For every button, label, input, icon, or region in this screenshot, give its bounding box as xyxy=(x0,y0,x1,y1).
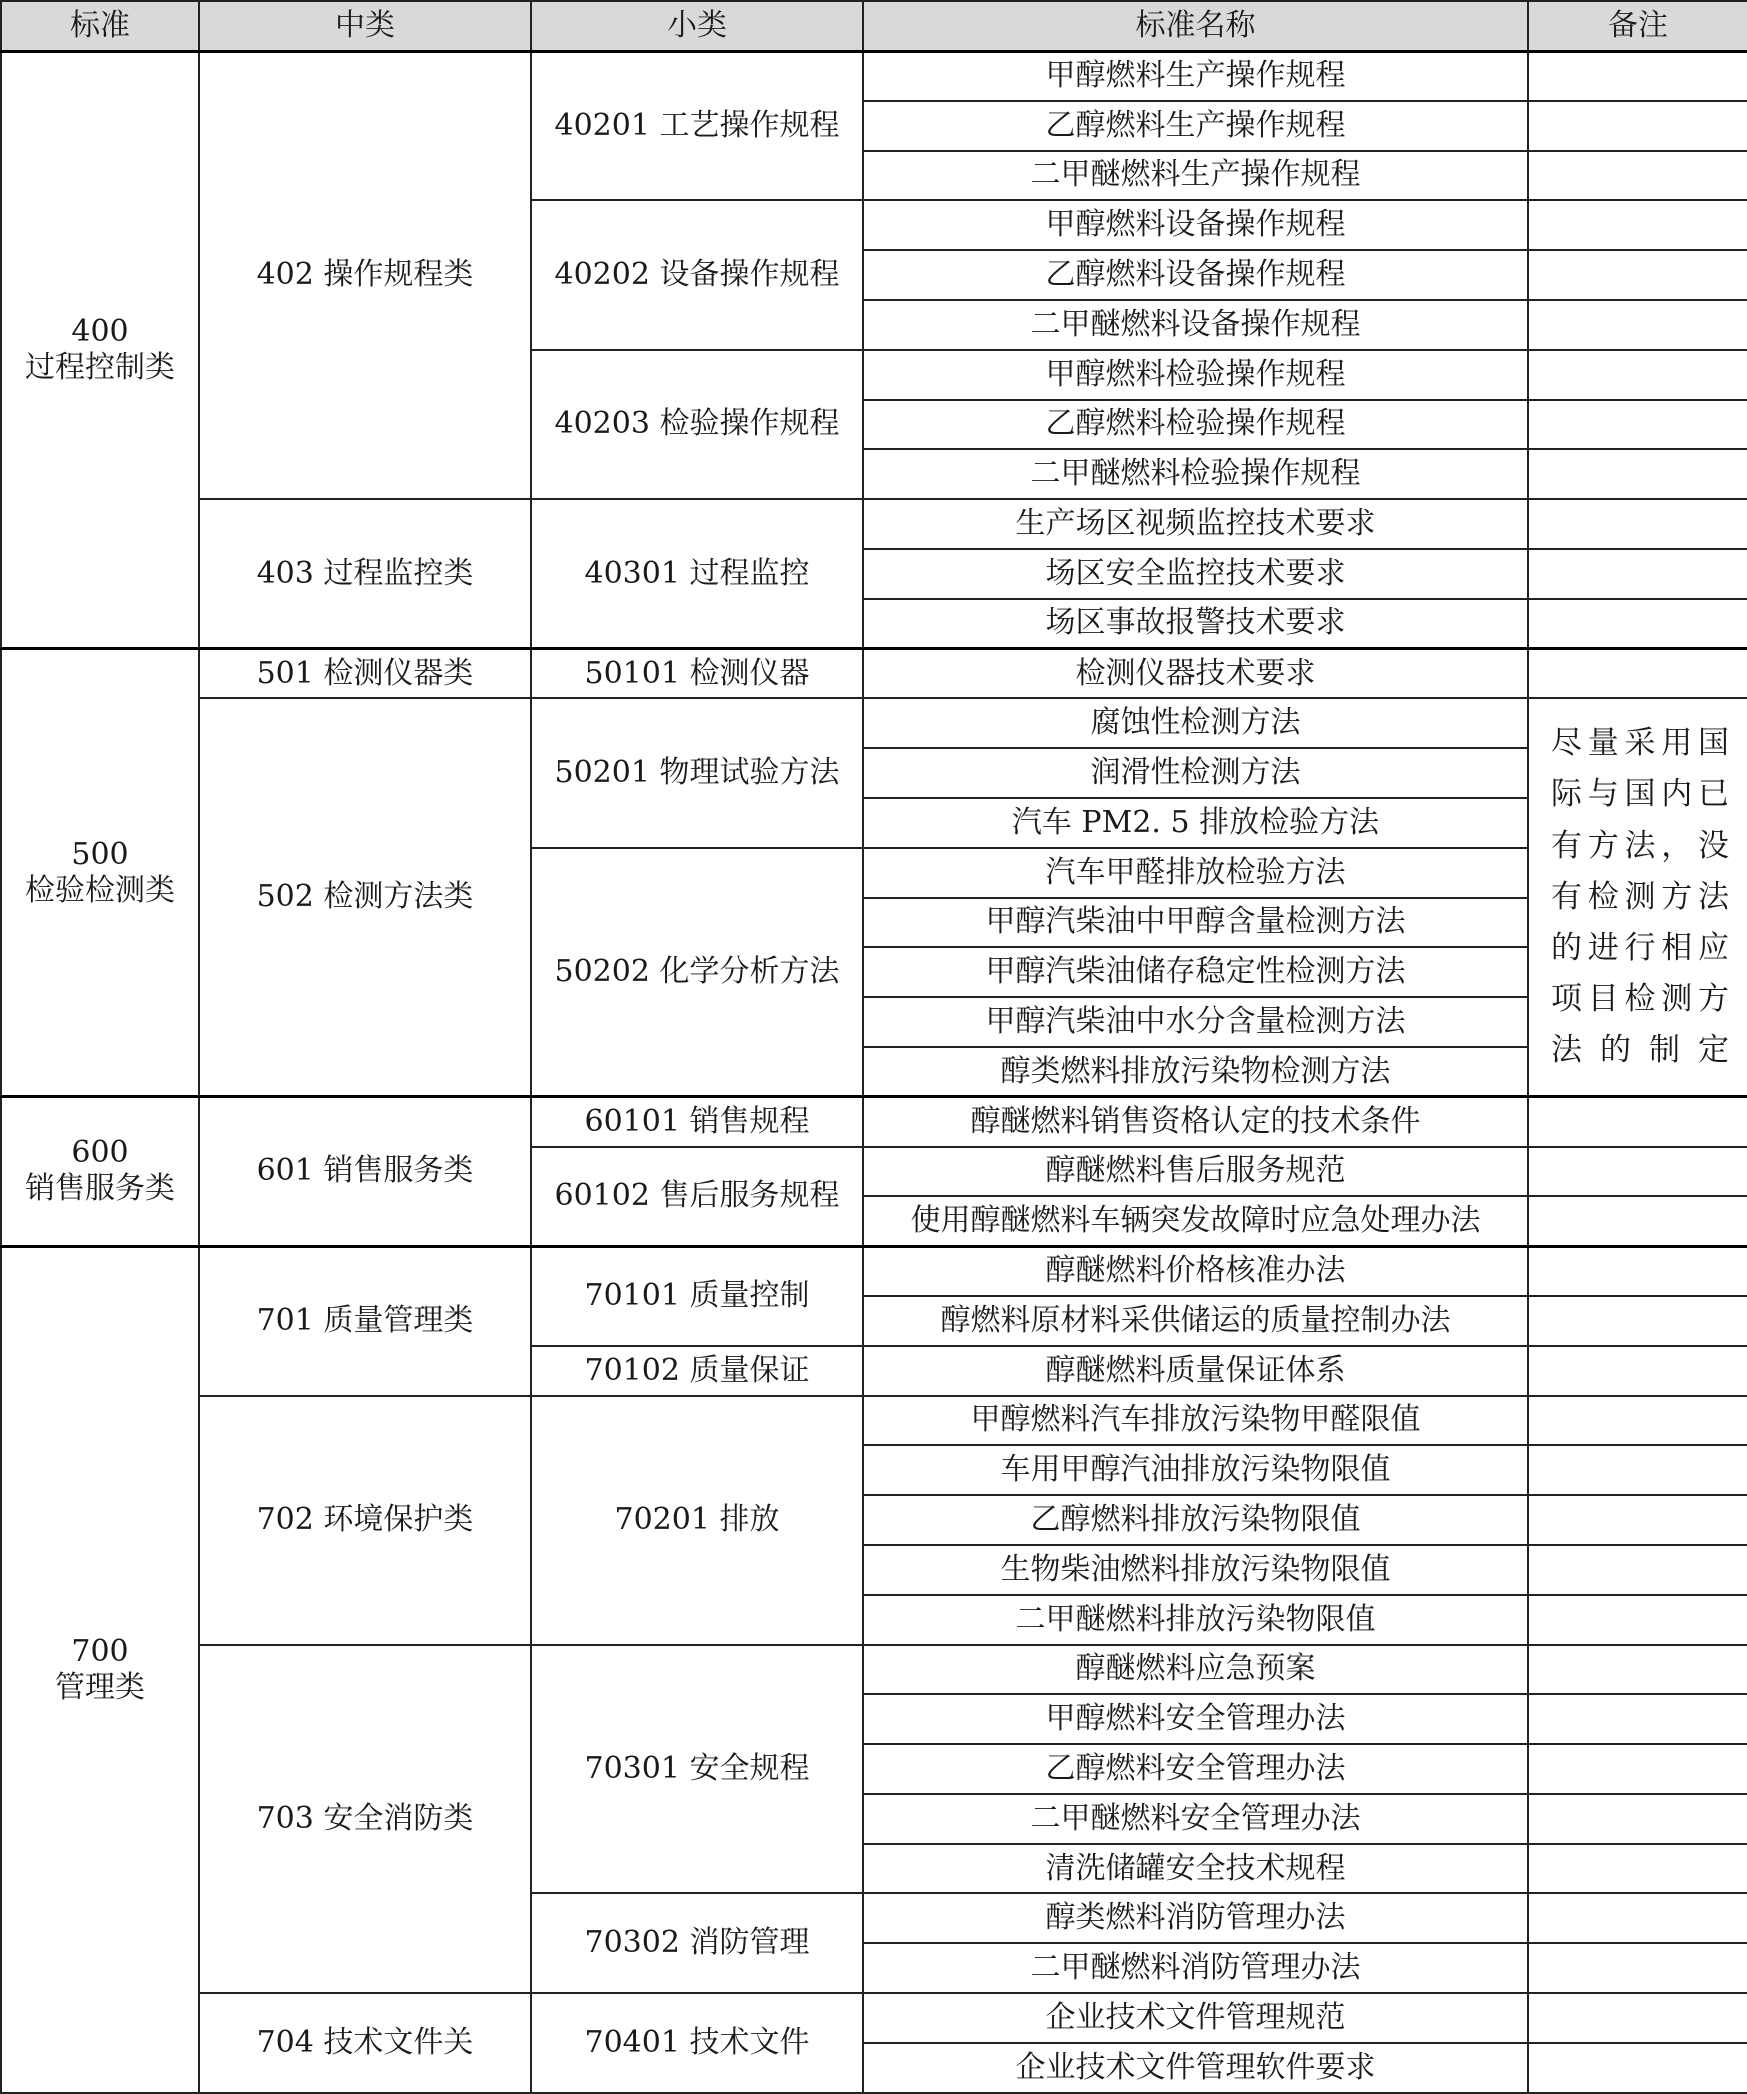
remark-cell xyxy=(1528,2043,1747,2093)
standard-name: 乙醇燃料排放污染物限值 xyxy=(863,1495,1528,1545)
standard-name: 清洗储罐安全技术规程 xyxy=(863,1844,1528,1894)
remark-cell xyxy=(1528,51,1747,101)
standard-name: 二甲醚燃料设备操作规程 xyxy=(863,300,1528,350)
standard-name: 甲醇燃料检验操作规程 xyxy=(863,350,1528,400)
standard-name: 甲醇燃料汽车排放污染物甲醛限值 xyxy=(863,1396,1528,1446)
level1-cell-500: 500 检验检测类 xyxy=(1,649,199,1097)
standard-name: 生产场区视频监控技术要求 xyxy=(863,499,1528,549)
table-row xyxy=(1,499,1747,549)
standard-name: 醇醚燃料价格核准办法 xyxy=(863,1246,1528,1296)
level2-cell-403: 403 过程监控类 xyxy=(199,499,531,648)
table-row xyxy=(1,1246,1747,1296)
remark-cell xyxy=(1528,1296,1747,1346)
table-row xyxy=(1,1993,1747,2043)
standard-name: 二甲醚燃料生产操作规程 xyxy=(863,151,1528,201)
header-remarks: 备注 xyxy=(1528,1,1747,51)
remark-cell xyxy=(1528,101,1747,151)
remark-cell xyxy=(1528,1893,1747,1943)
table-row xyxy=(1,1645,1747,1695)
level3-cell-40301: 40301 过程监控 xyxy=(531,499,863,648)
standard-name: 汽车 PM2. 5 排放检验方法 xyxy=(863,798,1528,848)
standard-name: 甲醇燃料安全管理办法 xyxy=(863,1694,1528,1744)
level3-cell-70302: 70302 消防管理 xyxy=(531,1893,863,1993)
standard-name: 醇类燃料排放污染物检测方法 xyxy=(863,1047,1528,1097)
remark-cell xyxy=(1528,1844,1747,1894)
remark-cell xyxy=(1528,300,1747,350)
level2-cell-704: 704 技术文件关 xyxy=(199,1993,531,2093)
standard-name: 乙醇燃料生产操作规程 xyxy=(863,101,1528,151)
standard-name: 乙醇燃料检验操作规程 xyxy=(863,400,1528,450)
standard-name: 醇醚燃料销售资格认定的技术条件 xyxy=(863,1097,1528,1147)
remark-note: 尽量采用国际与国内已有方法，没有检测方法的进行相应项目检测方法的制定 xyxy=(1528,698,1747,1096)
remark-cell xyxy=(1528,1396,1747,1446)
table-body xyxy=(1,51,1747,2093)
remark-cell xyxy=(1528,1246,1747,1296)
standard-name: 醇醚燃料质量保证体系 xyxy=(863,1346,1528,1396)
standard-name: 甲醇燃料生产操作规程 xyxy=(863,51,1528,101)
remark-cell xyxy=(1528,599,1747,649)
header-standard-name: 标准名称 xyxy=(863,1,1528,51)
standard-name: 醇燃料原材料采供储运的质量控制办法 xyxy=(863,1296,1528,1346)
level3-cell-50101: 50101 检测仪器 xyxy=(531,649,863,699)
standard-name: 汽车甲醛排放检验方法 xyxy=(863,848,1528,898)
level3-cell-70401: 70401 技术文件 xyxy=(531,1993,863,2093)
standard-name: 甲醇汽柴油中甲醇含量检测方法 xyxy=(863,898,1528,948)
standard-name: 企业技术文件管理规范 xyxy=(863,1993,1528,2043)
level3-cell-40203: 40203 检验操作规程 xyxy=(531,350,863,499)
remark-cell xyxy=(1528,1993,1747,2043)
standard-name: 企业技术文件管理软件要求 xyxy=(863,2043,1528,2093)
standard-name: 二甲醚燃料排放污染物限值 xyxy=(863,1595,1528,1645)
level3-cell-60101: 60101 销售规程 xyxy=(531,1097,863,1147)
header-level1: 标准 xyxy=(1,1,199,51)
level2-cell-402: 402 操作规程类 xyxy=(199,51,531,499)
standard-name: 润滑性检测方法 xyxy=(863,748,1528,798)
remark-cell xyxy=(1528,1097,1747,1147)
remark-cell xyxy=(1528,549,1747,599)
remark-cell xyxy=(1528,1595,1747,1645)
level2-cell-601: 601 销售服务类 xyxy=(199,1097,531,1246)
standard-name: 醇醚燃料售后服务规范 xyxy=(863,1147,1528,1197)
standard-name: 二甲醚燃料安全管理办法 xyxy=(863,1794,1528,1844)
level3-cell-70201: 70201 排放 xyxy=(531,1396,863,1645)
standard-name: 醇类燃料消防管理办法 xyxy=(863,1893,1528,1943)
remark-cell xyxy=(1528,1694,1747,1744)
standard-name: 甲醇汽柴油中水分含量检测方法 xyxy=(863,997,1528,1047)
remark-cell xyxy=(1528,400,1747,450)
level1-cell-600: 600 销售服务类 xyxy=(1,1097,199,1246)
standard-name: 使用醇醚燃料车辆突发故障时应急处理办法 xyxy=(863,1196,1528,1246)
remark-cell xyxy=(1528,200,1747,250)
standard-name: 乙醇燃料安全管理办法 xyxy=(863,1744,1528,1794)
level2-cell-701: 701 质量管理类 xyxy=(199,1246,531,1395)
level3-cell-70102: 70102 质量保证 xyxy=(531,1346,863,1396)
level3-cell-50201: 50201 物理试验方法 xyxy=(531,698,863,847)
remark-cell xyxy=(1528,1744,1747,1794)
level3-cell-70101: 70101 质量控制 xyxy=(531,1246,863,1346)
standard-name: 车用甲醇汽油排放污染物限值 xyxy=(863,1445,1528,1495)
standard-name: 甲醇汽柴油储存稳定性检测方法 xyxy=(863,947,1528,997)
standard-name: 腐蚀性检测方法 xyxy=(863,698,1528,748)
remark-cell xyxy=(1528,1943,1747,1993)
remark-cell xyxy=(1528,151,1747,201)
level3-cell-60102: 60102 售后服务规程 xyxy=(531,1147,863,1247)
level2-cell-501: 501 检测仪器类 xyxy=(199,649,531,699)
remark-cell xyxy=(1528,250,1747,300)
level2-cell-703: 703 安全消防类 xyxy=(199,1645,531,1994)
level3-cell-40202: 40202 设备操作规程 xyxy=(531,200,863,349)
standard-name: 检测仪器技术要求 xyxy=(863,649,1528,699)
remark-cell xyxy=(1528,1545,1747,1595)
level3-cell-70301: 70301 安全规程 xyxy=(531,1645,863,1894)
header-level3: 小类 xyxy=(531,1,863,51)
level3-cell-50202: 50202 化学分析方法 xyxy=(531,848,863,1097)
table-row xyxy=(1,698,1747,748)
remark-cell xyxy=(1528,1794,1747,1844)
remark-cell xyxy=(1528,499,1747,549)
standard-name: 二甲醚燃料消防管理办法 xyxy=(863,1943,1528,1993)
remark-cell xyxy=(1528,1495,1747,1545)
level3-cell-40201: 40201 工艺操作规程 xyxy=(531,51,863,200)
table-row xyxy=(1,1396,1747,1446)
table-row xyxy=(1,649,1747,699)
remark-cell xyxy=(1528,1196,1747,1246)
remark-cell xyxy=(1528,1645,1747,1695)
remark-cell xyxy=(1528,1445,1747,1495)
standard-name: 场区事故报警技术要求 xyxy=(863,599,1528,649)
standard-name: 甲醇燃料设备操作规程 xyxy=(863,200,1528,250)
standard-name: 生物柴油燃料排放污染物限值 xyxy=(863,1545,1528,1595)
remark-cell xyxy=(1528,1147,1747,1197)
standard-name: 二甲醚燃料检验操作规程 xyxy=(863,449,1528,499)
standard-name: 乙醇燃料设备操作规程 xyxy=(863,250,1528,300)
remark-cell xyxy=(1528,350,1747,400)
remark-cell xyxy=(1528,449,1747,499)
table-row xyxy=(1,51,1747,101)
standard-name: 场区安全监控技术要求 xyxy=(863,549,1528,599)
level1-cell-400: 400 过程控制类 xyxy=(1,51,199,649)
standard-name: 醇醚燃料应急预案 xyxy=(863,1645,1528,1695)
table-header xyxy=(1,1,1747,51)
header-level2: 中类 xyxy=(199,1,531,51)
level2-cell-502: 502 检测方法类 xyxy=(199,698,531,1096)
table-row xyxy=(1,1097,1747,1147)
level2-cell-702: 702 环境保护类 xyxy=(199,1396,531,1645)
level1-cell-700: 700 管理类 xyxy=(1,1246,199,2093)
remark-cell xyxy=(1528,649,1747,699)
remark-cell xyxy=(1528,1346,1747,1396)
